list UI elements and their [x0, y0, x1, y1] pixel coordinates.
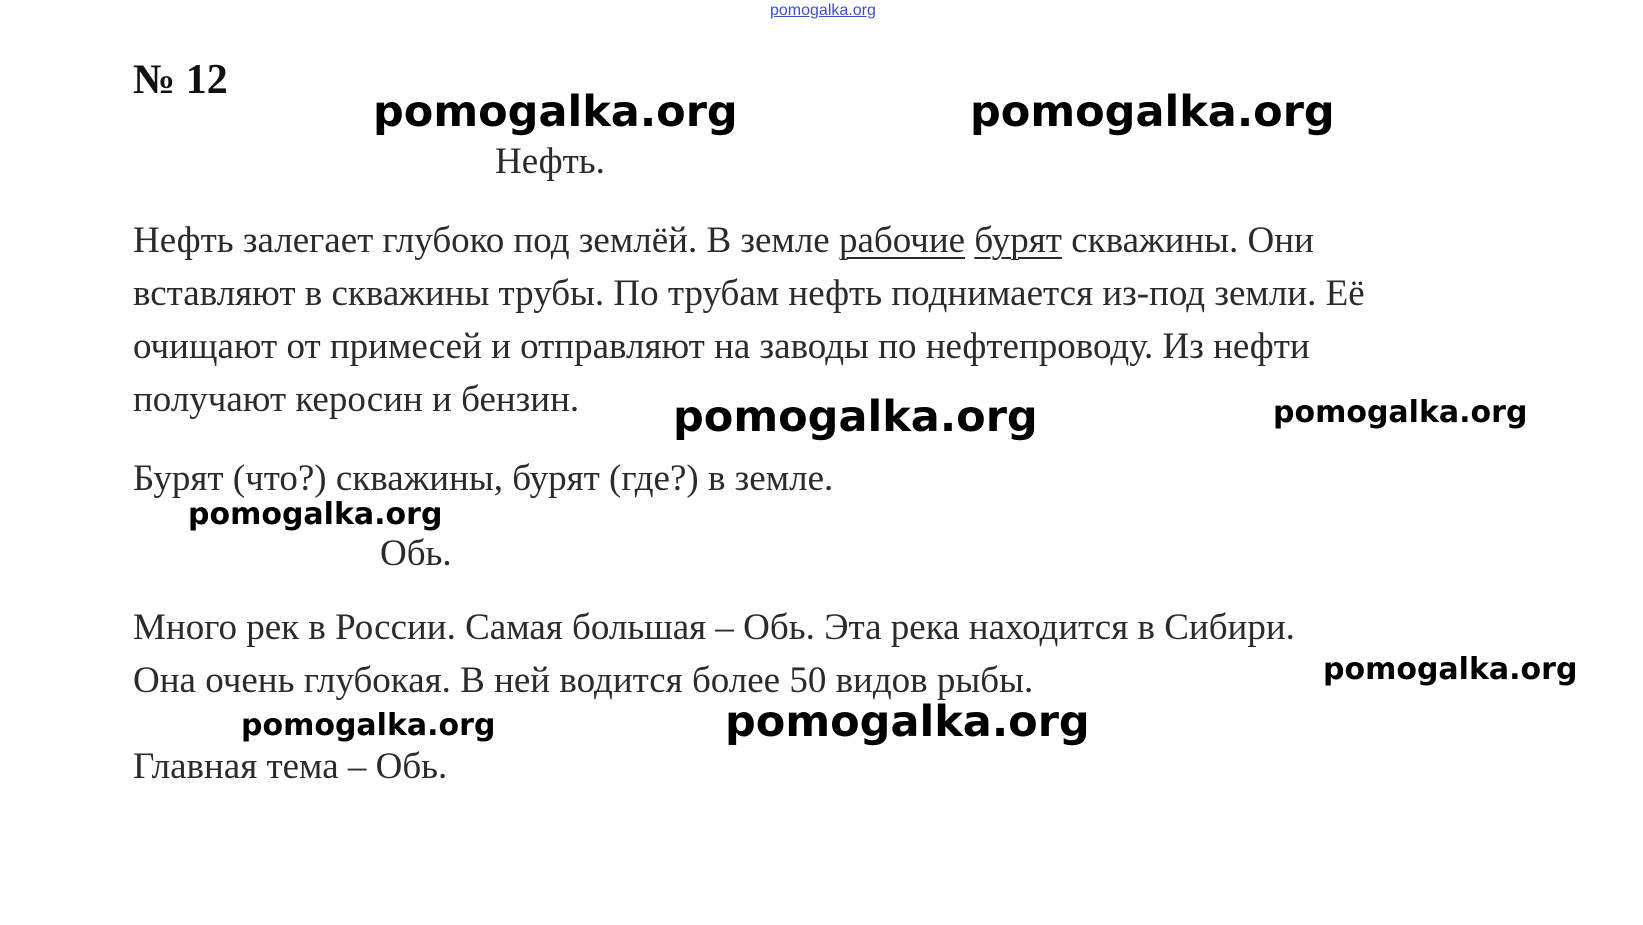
analysis-line: Бурят (что?) скважины, бурят (где?) в земле. — [133, 458, 834, 499]
watermark: pomogalka.org — [373, 87, 738, 137]
watermark: pomogalka.org — [1323, 652, 1578, 687]
paragraph-line: Много рек в России. Самая большая – Обь. Эта река находится в Сибири. — [133, 607, 1295, 648]
main-theme-line: Главная тема – Обь. — [133, 746, 448, 787]
section-title-oil: Нефть. — [495, 141, 605, 182]
watermark: pomogalka.org — [1273, 395, 1528, 430]
watermark: pomogalka.org — [241, 708, 496, 743]
underlined-subject: рабочие — [838, 220, 966, 261]
text-span: скважины. Они — [1061, 220, 1314, 261]
underlined-predicate: бурят — [974, 220, 1062, 261]
watermark: pomogalka.org — [188, 497, 443, 532]
watermark: pomogalka.org — [673, 392, 1038, 442]
watermark: pomogalka.org — [725, 697, 1090, 747]
section-title-ob: Обь. — [380, 533, 452, 574]
paragraph-line: вставляют в скважины трубы. По трубам нефть поднимается из-под земли. Её — [133, 273, 1365, 314]
exercise-number: № 12 — [133, 57, 228, 103]
paragraph-line: Она очень глубокая. В ней водится более 50 видов рыбы. — [133, 660, 1034, 701]
paragraph-line — [133, 214, 1365, 267]
text-span: Нефть залегает глубоко под землёй. В земле — [133, 220, 839, 261]
top-site-link[interactable]: pomogalka.org — [770, 2, 876, 19]
ob-paragraph — [133, 601, 1295, 707]
watermark: pomogalka.org — [970, 87, 1335, 137]
paragraph-line: получают керосин и бензин. — [133, 379, 580, 420]
paragraph-line: очищают от примесей и отправляют на заводы по нефтепроводу. Из нефти — [133, 326, 1310, 367]
